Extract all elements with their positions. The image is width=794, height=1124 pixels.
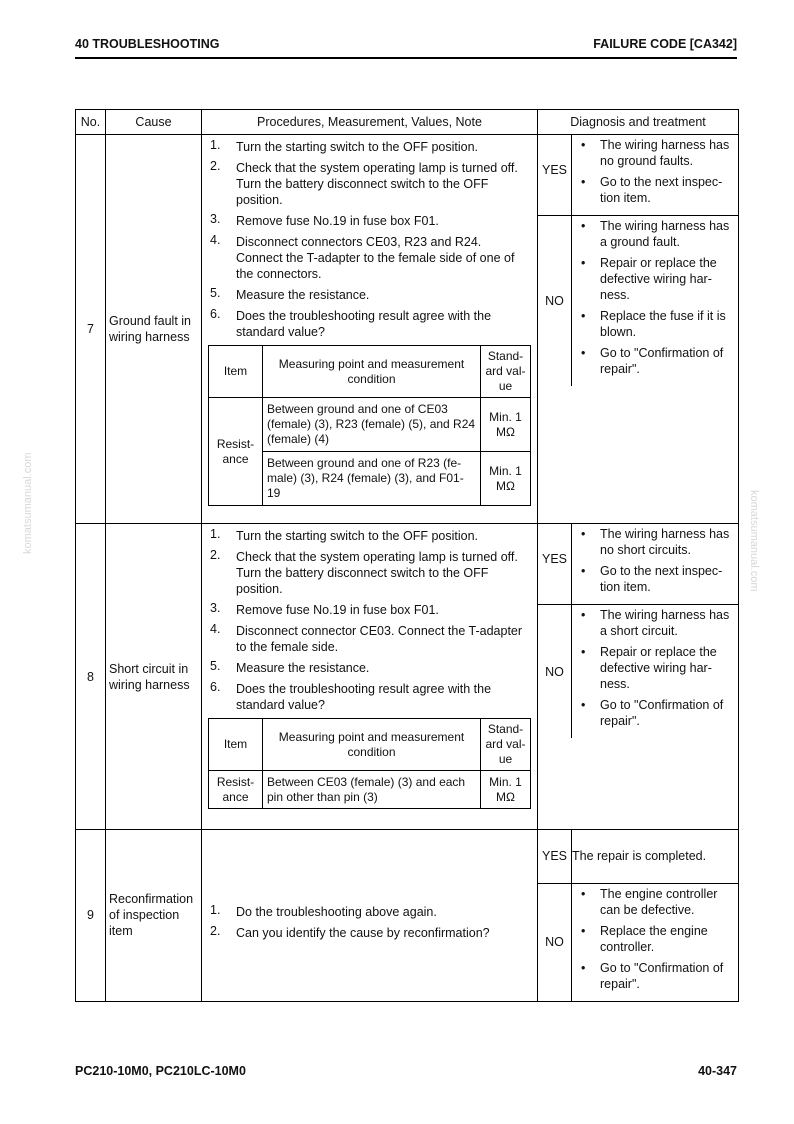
list-item: • Replace the engine controller. — [581, 923, 708, 954]
no-list — [572, 884, 738, 1001]
sub-header-standard: Stand-ard val-ue — [481, 346, 531, 398]
procedure-cell — [202, 135, 538, 524]
measurement-table — [208, 345, 531, 506]
watermark-right: komatsumanual.com — [748, 490, 760, 592]
measurement-table — [208, 718, 531, 809]
list-item: 5. Measure the resistance. — [210, 286, 370, 302]
cause-text: Ground fault in wiring harness — [106, 135, 202, 524]
no-label: NO — [538, 605, 572, 739]
table-row — [76, 524, 739, 830]
cause-text: Short circuit in wiring harness — [106, 524, 202, 830]
col-no: No. — [76, 110, 106, 135]
sub-item-resistance: Resist-ance — [209, 398, 263, 506]
measuring-point: Between CE03 (female) (3) and each pin other than pin (3) — [263, 771, 481, 809]
list-item: 1. Turn the starting switch to the OFF position. — [210, 138, 478, 154]
diagnosis-cell — [538, 135, 739, 524]
list-item: 4. Disconnect connectors CE03, R23 and R24. Connect the T-adapter to the female side of one of the connectors. — [210, 233, 515, 281]
list-item: • Go to the next inspec-tion item. — [581, 175, 723, 205]
list-item: • Replace the fuse if it is blown. — [581, 309, 726, 339]
procedure-cell — [202, 524, 538, 830]
cause-text: Reconfirmation of inspection item — [106, 830, 202, 1002]
list-item: 2. Check that the system operating lamp is turned off. Turn the battery disconnect switch to the OFF position. — [210, 548, 518, 596]
list-item: 6. Does the troubleshooting result agree with the standard value? — [210, 307, 492, 339]
sub-header-point: Measuring point and measurement condition — [263, 719, 481, 771]
standard-value: Min. 1 MΩ — [481, 452, 531, 506]
list-item: 3. Remove fuse No.19 in fuse box F01. — [210, 212, 439, 228]
yes-text: The repair is completed. — [572, 830, 739, 883]
table-header-row — [76, 110, 739, 135]
yes-list — [572, 524, 738, 604]
list-item: 5. Measure the resistance. — [210, 659, 370, 675]
step-list — [208, 904, 531, 941]
row-number: 8 — [76, 524, 106, 830]
yes-label: YES — [538, 524, 572, 605]
model-numbers: PC210-10M0, PC210LC-10M0 — [75, 1064, 246, 1078]
row-number: 7 — [76, 135, 106, 524]
diagnosis-cell — [538, 830, 739, 1002]
list-item: • The engine controller can be defective. — [581, 886, 718, 917]
measuring-point: Between ground and one of CE03 (female) (3), R23 (female) (5), and R24 (female) (4) — [263, 398, 481, 452]
no-list — [572, 216, 738, 386]
yes-label: YES — [538, 135, 572, 216]
standard-value: Min. 1 MΩ — [481, 771, 531, 809]
list-item: • Repair or replace the defective wiring har-ness. — [581, 256, 717, 302]
list-item: • Repair or replace the defective wiring har-ness. — [581, 645, 717, 691]
list-item: 1. Turn the starting switch to the OFF position. — [210, 527, 478, 543]
page-header — [75, 37, 737, 59]
watermark-left: komatsumanual.com — [22, 452, 34, 554]
list-item: 4. Disconnect connector CE03. Connect the T-adapter to the female side. — [210, 622, 523, 654]
row-number: 9 — [76, 830, 106, 1002]
diagnosis-cell — [538, 524, 739, 830]
no-label: NO — [538, 883, 572, 1001]
list-item: • The wiring harness has no short circuits. — [581, 527, 730, 557]
step-list — [208, 528, 531, 713]
no-label: NO — [538, 216, 572, 387]
step-list — [208, 139, 531, 340]
col-procedures: Procedures, Measurement, Values, Note — [202, 110, 538, 135]
list-item: • Go to "Confirmation of repair". — [581, 698, 724, 728]
section-title: 40 TROUBLESHOOTING — [75, 37, 220, 51]
list-item: 2. Check that the system operating lamp is turned off. Turn the battery disconnect switch to the OFF position. — [210, 159, 518, 207]
yes-list — [572, 135, 738, 215]
list-item: • The wiring harness has a short circuit. — [581, 608, 730, 638]
table-row — [76, 135, 739, 524]
sub-item-resistance: Resist-ance — [209, 771, 263, 809]
page-number: 40-347 — [698, 1064, 737, 1078]
troubleshooting-table — [75, 109, 739, 1002]
col-cause: Cause — [106, 110, 202, 135]
list-item: • Go to "Confirmation of repair". — [581, 346, 724, 376]
col-diagnosis: Diagnosis and treatment — [538, 110, 739, 135]
table-row — [76, 830, 739, 1002]
list-item: 3. Remove fuse No.19 in fuse box F01. — [210, 601, 439, 617]
sub-header-item: Item — [209, 346, 263, 398]
list-item: • The wiring harness has no ground faults. — [581, 138, 730, 168]
list-item: 6. Does the troubleshooting result agree with the standard value? — [210, 680, 492, 712]
measuring-point: Between ground and one of R23 (fe-male) (3), R24 (female) (3), and F01-19 — [263, 452, 481, 506]
failure-code-title: FAILURE CODE [CA342] — [593, 37, 737, 51]
sub-header-standard: Stand-ard val-ue — [481, 719, 531, 771]
standard-value: Min. 1 MΩ — [481, 398, 531, 452]
list-item: 1. Do the troubleshooting above again. — [210, 903, 437, 920]
sub-header-item: Item — [209, 719, 263, 771]
list-item: • The wiring harness has a ground fault. — [581, 219, 730, 249]
procedure-cell — [202, 830, 538, 1002]
list-item: 2. Can you identify the cause by reconfirmation? — [210, 924, 490, 941]
list-item: • Go to "Confirmation of repair". — [581, 960, 724, 991]
list-item: • Go to the next inspec-tion item. — [581, 564, 723, 594]
sub-header-point: Measuring point and measurement condition — [263, 346, 481, 398]
no-list — [572, 605, 738, 738]
yes-label: YES — [538, 830, 572, 883]
